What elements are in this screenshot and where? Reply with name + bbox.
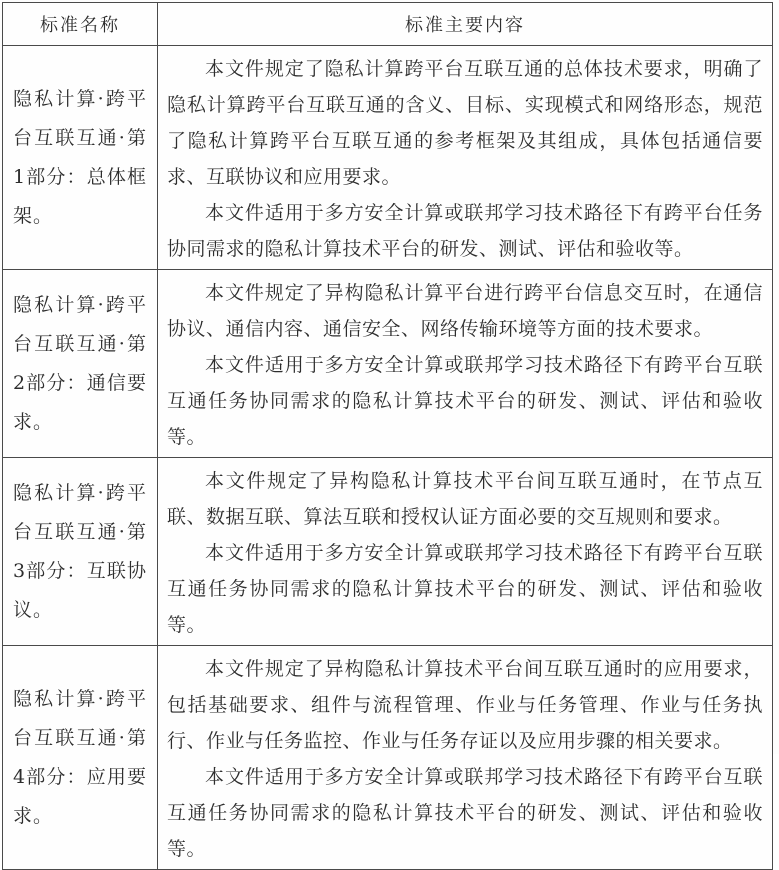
standard-name-part1: 隐私计算·跨平台互联互通·第1部分：总体框架。 — [3, 46, 158, 270]
standard-content-part1 — [158, 46, 773, 270]
table-row-part3 — [3, 458, 773, 646]
scope-paragraph: 本文件规定了异构隐私计算平台进行跨平台信息交互时，在通信协议、通信内容、通信安全、网络传输环境等方面的技术要求。 — [167, 282, 763, 340]
applicability-paragraph: 本文件适用于多方安全计算或联邦学习技术路径下有跨平台任务协同需求的隐私计算技术平台的研发、测试、评估和验收等。 — [167, 202, 763, 260]
column-header-standard-name: 标准名称 — [3, 3, 158, 46]
applicability-paragraph: 本文件适用于多方安全计算或联邦学习技术路径下有跨平台互联互通任务协同需求的隐私计算技术平台的研发、测试、评估和验收等。 — [167, 354, 763, 448]
standard-content-part2 — [158, 270, 773, 458]
table-row-part2 — [3, 270, 773, 458]
applicability-paragraph: 本文件适用于多方安全计算或联邦学习技术路径下有跨平台互联互通任务协同需求的隐私计算技术平台的研发、测试、评估和验收等。 — [167, 542, 763, 636]
standard-content-part4 — [158, 646, 773, 870]
standard-name-part2: 隐私计算·跨平台互联互通·第2部分：通信要求。 — [3, 270, 158, 458]
table-row-part1 — [3, 46, 773, 270]
scope-paragraph: 本文件规定了异构隐私计算技术平台间互联互通时的应用要求，包括基础要求、组件与流程管理、作业与任务管理、作业与任务执行、作业与任务监控、作业与任务存证以及应用步骤的相关要求。 — [167, 658, 763, 752]
column-header-standard-content: 标准主要内容 — [158, 3, 773, 46]
applicability-paragraph: 本文件适用于多方安全计算或联邦学习技术路径下有跨平台互联互通任务协同需求的隐私计算技术平台的研发、测试、评估和验收等。 — [167, 766, 763, 860]
scope-paragraph: 本文件规定了异构隐私计算技术平台间互联互通时，在节点互联、数据互联、算法互联和授权认证方面必要的交互规则和要求。 — [167, 470, 763, 528]
standards-table — [2, 2, 773, 870]
standard-content-part3 — [158, 458, 773, 646]
standard-name-part3: 隐私计算·跨平台互联互通·第3部分：互联协议。 — [3, 458, 158, 646]
table-row-part4 — [3, 646, 773, 870]
scope-paragraph: 本文件规定了隐私计算跨平台互联互通的总体技术要求，明确了隐私计算跨平台互联互通的含义、目标、实现模式和网络形态，规范了隐私计算跨平台互联互通的参考框架及其组成，具体包括通信要求、互联协议和应用要求。 — [167, 58, 763, 188]
header-row — [3, 3, 773, 46]
standard-name-part4: 隐私计算·跨平台互联互通·第4部分：应用要求。 — [3, 646, 158, 870]
